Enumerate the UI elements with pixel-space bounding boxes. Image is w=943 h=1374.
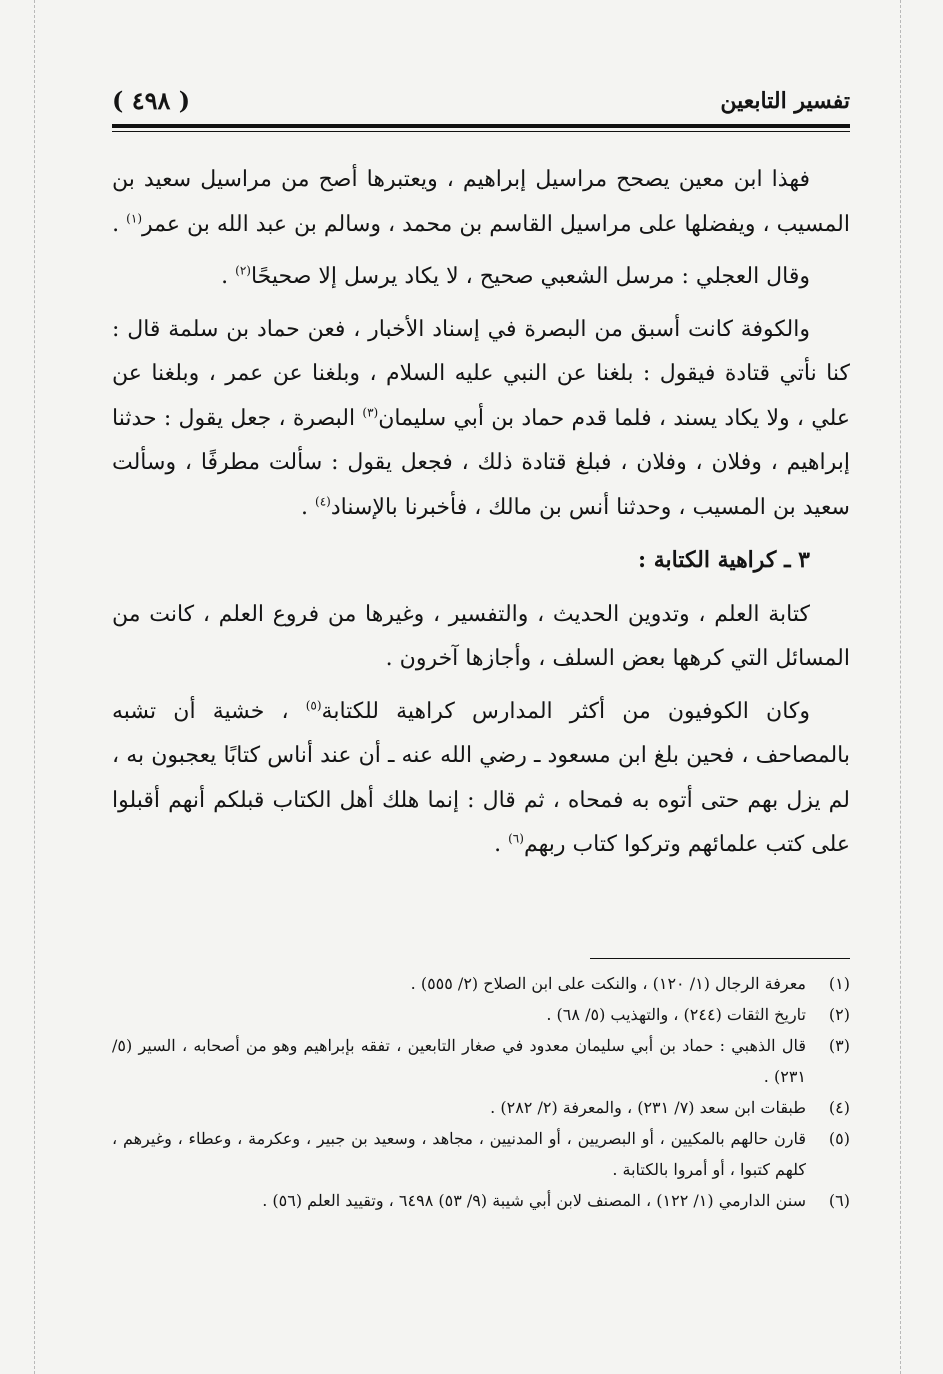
footnote-ref-5: (٥) xyxy=(305,698,322,713)
footnote-ref-3: (٣) xyxy=(362,405,379,420)
footnote-ref-4: (٤) xyxy=(315,494,331,509)
scan-dashed-line-right xyxy=(900,0,901,1374)
footnote-text: قارن حالهم بالمكيين ، أو البصريين ، أو المدنيين ، مجاهد ، وسعيد بن جبير ، وعكرمة ، وعطاء ، وغيرهم ، كلهم كتبوا ، أو أمروا بالكتابة . xyxy=(112,1129,806,1179)
footnote-4 xyxy=(112,1092,850,1123)
paragraph-3-text-a: والكوفة كانت أسبق من البصرة في إسناد الأخبار ، فعن حماد بن سلمة قال : كنا نأتي قتادة فيقول : بلغنا عن النبي عليه السلام ، وبلغنا عن عمر ، وبلغنا عن علي ، ولا يكاد يسند ، فلما قدم حماد بن أبي سليمان xyxy=(112,316,850,431)
footnote-text: تاريخ الثقات (٢٤٤) ، والتهذيب (٥/ ٦٨) . xyxy=(546,1005,806,1024)
paragraph-2-text: وقال العجلي : مرسل الشعبي صحيح ، لا يكاد يرسل إلا صحيحًا xyxy=(250,264,810,289)
footnote-ref-1: (١) xyxy=(126,211,142,226)
footnote-text: سنن الدارمي (١/ ١٢٢) ، المصنف لابن أبي شيبة (٩/ ٥٣) ٦٤٩٨ ، وتقييد العلم (٥٦) . xyxy=(262,1191,806,1210)
paragraph-5-text-a: وكان الكوفيون من أكثر المدارس كراهية للكتابة xyxy=(321,698,810,724)
footnotes xyxy=(112,968,850,1216)
footnote-6 xyxy=(112,1185,850,1216)
paragraph-2-end: . xyxy=(221,264,236,289)
paragraph-1-text: فهذا ابن معين يصحح مراسيل إبراهيم ، ويعتبرها أصح من مراسيل سعيد بن المسيب ، ويفضلها على مراسيل القاسم بن محمد ، وسالم بن عبد الله بن عمر xyxy=(112,167,850,237)
footnote-number: (٣) xyxy=(828,1036,850,1055)
footnote-text: طبقات ابن سعد (٧/ ٢٣١) ، والمعرفة (٢/ ٢٨٢) . xyxy=(490,1098,806,1117)
footnote-number: (٦) xyxy=(828,1191,850,1210)
footnote-number: (١) xyxy=(828,974,850,993)
paragraph-5-end: . xyxy=(494,832,509,857)
paragraph-3-end: . xyxy=(301,494,316,520)
paragraph-5 xyxy=(112,690,850,868)
paragraph-5-text-b: ، خشية أن تشبه بالمصاحف ، فحين بلغ ابن مسعود ـ رضي الله عنه ـ أن عند أناس كتابًا يعجبون به ، لم يزل بهم حتى أتوه به فمحاه ، ثم قال : إنما هلك أهل الكتاب قبلكم أنهم أقبلوا على كتب علمائهم وتركوا كتاب ربهم xyxy=(112,698,850,857)
paragraph-1-end: . xyxy=(112,211,127,237)
footnote-text: قال الذهبي : حماد بن أبي سليمان معدود في صغار التابعين ، تفقه بإبراهيم وهو من أصحابه ، السير (٥/ ٢٣١) . xyxy=(112,1036,806,1086)
section-heading: ٣ ـ كراهية الكتابة : xyxy=(637,547,810,573)
footnote-ref-6: (٦) xyxy=(508,831,524,846)
footnote-number: (٢) xyxy=(828,1005,850,1024)
footnote-ref-2: (٢) xyxy=(235,263,251,278)
paragraph-1 xyxy=(112,158,850,247)
footnote-5 xyxy=(112,1123,850,1185)
running-title: تفسير التابعين xyxy=(720,88,850,114)
footnote-text: معرفة الرجال (١/ ١٢٠) ، والنكت على ابن الصلاح (٢/ ٥٥٥) . xyxy=(410,974,806,993)
page-header xyxy=(112,86,850,126)
footnote-3 xyxy=(112,1030,850,1092)
footnote-separator xyxy=(590,958,850,959)
header-rule-thick xyxy=(112,124,850,128)
header-rule-thin xyxy=(112,131,850,132)
footnote-number: (٤) xyxy=(828,1098,850,1117)
footnote-number: (٥) xyxy=(828,1129,850,1148)
footnote-1 xyxy=(112,968,850,999)
paragraph-3-text-b: البصرة ، جعل يقول : حدثنا إبراهيم ، وفلان ، وفلان ، فبلغ قتادة ذلك ، فجعل يقول : سألت مطرفًا ، وسألت سعيد بن المسيب ، وحدثنا أنس بن مالك ، فأخبرنا بالإسناد xyxy=(112,405,850,520)
scan-dashed-line-left xyxy=(34,0,35,1374)
footnote-2 xyxy=(112,999,850,1030)
main-text xyxy=(112,158,850,876)
paragraph-3 xyxy=(112,308,850,531)
page-number: ( ٤٩٨ ) xyxy=(112,86,191,115)
paragraph-4: كتابة العلم ، وتدوين الحديث ، والتفسير ، وغيرها من فروع العلم ، كانت من المسائل التي كرهها بعض السلف ، وأجازها آخرون . xyxy=(112,601,850,671)
paragraph-2 xyxy=(112,255,850,300)
